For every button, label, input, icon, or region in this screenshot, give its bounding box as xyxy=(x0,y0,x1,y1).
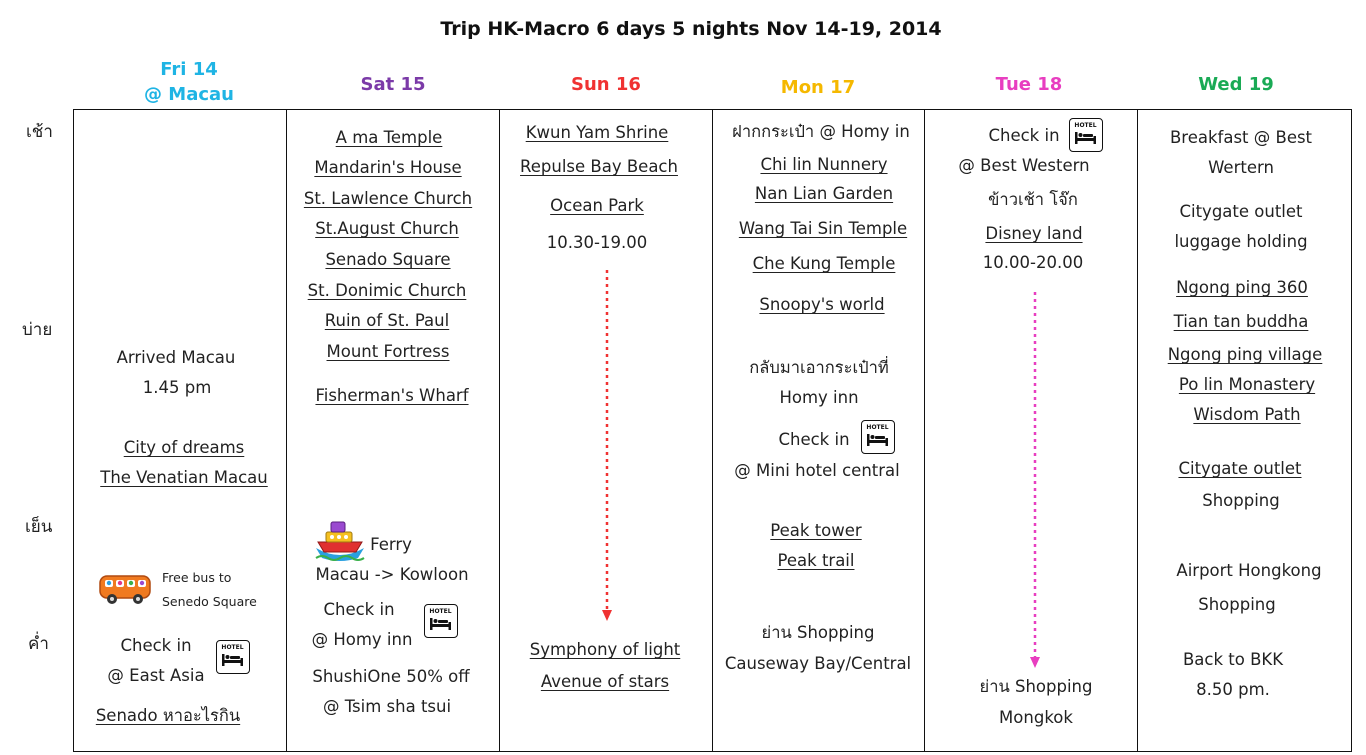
wed-citygate-2[interactable]: Citygate outlet xyxy=(1178,459,1302,478)
sat-place[interactable]: St. Lawlence Church xyxy=(303,189,473,208)
time-afternoon: บ่าย xyxy=(22,320,53,340)
wed-shopping-2: Shopping xyxy=(1198,595,1276,614)
day-label-mon: Mon 17 xyxy=(780,77,856,98)
svg-text:HOTEL: HOTEL xyxy=(429,608,452,615)
sun-ocean-park[interactable]: Ocean Park xyxy=(550,196,644,215)
tue-disney[interactable]: Disney land xyxy=(985,224,1083,243)
time-night: ค่ำ xyxy=(28,634,49,654)
wed-breakfast-line2: Wertern xyxy=(1208,158,1274,177)
sun-avenue[interactable]: Avenue of stars xyxy=(540,672,670,691)
sat-ferry: Ferry xyxy=(370,535,412,554)
mon-shopping-area: Causeway Bay/Central xyxy=(724,654,912,673)
fri-bus-line1: Free bus to xyxy=(162,570,232,585)
sat-place[interactable]: Mandarin's House xyxy=(314,158,462,177)
mon-luggage: ฝากกระเป๋า @ Homy in xyxy=(732,122,910,141)
wed-back-to-bkk: Back to BKK xyxy=(1182,650,1284,669)
mon-checkin-hotel: @ Mini hotel central xyxy=(734,461,900,480)
sat-checkin-hotel: @ Homy inn xyxy=(311,630,413,649)
sun-repulse-bay[interactable]: Repulse Bay Beach xyxy=(520,157,678,176)
fri-arrived-time: 1.45 pm xyxy=(142,378,212,397)
wed-wisdom-path[interactable]: Wisdom Path xyxy=(1193,405,1301,424)
wed-breakfast-line1: Breakfast @ Best xyxy=(1169,128,1313,147)
column-divider xyxy=(286,110,287,751)
svg-text:HOTEL: HOTEL xyxy=(1074,122,1097,129)
day-label-sat: Sat 15 xyxy=(360,74,426,95)
day-label-wed: Wed 19 xyxy=(1198,74,1274,95)
bus-icon xyxy=(98,570,154,606)
mon-wang-tai-sin[interactable]: Wang Tai Sin Temple xyxy=(738,219,908,238)
wed-back-time: 8.50 pm. xyxy=(1196,680,1270,699)
day-sublabel-fri: @ Macau xyxy=(144,84,234,105)
column-divider xyxy=(924,110,925,751)
tue-checkin: Check in xyxy=(988,126,1060,145)
day-label-sun: Sun 16 xyxy=(571,74,641,95)
column-divider xyxy=(1137,110,1138,751)
fri-city-of-dreams[interactable]: City of dreams xyxy=(123,438,245,457)
sat-place[interactable]: Ruin of St. Paul xyxy=(324,311,450,330)
wed-airport: Airport Hongkong xyxy=(1176,561,1322,580)
sat-sushi-place: @ Tsim sha tsui xyxy=(322,697,452,716)
svg-text:HOTEL: HOTEL xyxy=(866,424,889,431)
time-morning: เช้า xyxy=(26,122,53,142)
day-label-tue: Tue 18 xyxy=(995,74,1063,95)
mon-peak-trail[interactable]: Peak trail xyxy=(777,551,855,570)
ferry-icon xyxy=(314,518,366,562)
mon-shopping: ย่าน Shopping xyxy=(761,623,875,642)
tue-shopping: ย่าน Shopping xyxy=(979,677,1093,696)
wed-tian-tan[interactable]: Tian tan buddha xyxy=(1173,312,1309,331)
fri-senado[interactable]: Senado หาอะไรกิน xyxy=(95,706,241,725)
hotel-icon xyxy=(216,640,250,674)
fri-checkin: Check in xyxy=(120,636,192,655)
mon-che-kung[interactable]: Che Kung Temple xyxy=(752,254,896,273)
svg-text:HOTEL: HOTEL xyxy=(221,644,244,651)
hotel-icon xyxy=(861,420,895,454)
sat-checkin: Check in xyxy=(323,600,395,619)
schedule-grid xyxy=(73,109,1352,752)
mon-chi-lin[interactable]: Chi lin Nunnery xyxy=(760,155,888,174)
tue-checkin-hotel: @ Best Western xyxy=(958,156,1090,175)
tue-shopping-area: Mongkok xyxy=(999,708,1073,727)
fri-venetian[interactable]: The Venatian Macau xyxy=(100,468,268,487)
tue-breakfast: ข้าวเช้า โจ๊ก xyxy=(988,190,1078,209)
tue-disney-hours: 10.00-20.00 xyxy=(982,253,1084,272)
wed-ngong-ping-village[interactable]: Ngong ping village xyxy=(1167,345,1323,364)
trip-title: Trip HK-Macro 6 days 5 nights Nov 14-19, 2014 xyxy=(440,18,942,40)
sat-fishermans-wharf[interactable]: Fisherman's Wharf xyxy=(315,386,469,405)
fri-arrived: Arrived Macau xyxy=(116,348,236,367)
wed-citygate-1: Citygate outlet xyxy=(1179,202,1303,221)
sat-place[interactable]: Mount Fortress xyxy=(326,342,450,361)
fri-checkin-hotel: @ East Asia xyxy=(107,666,205,685)
fri-bus-line2: Senedo Square xyxy=(162,594,257,609)
mon-checkin: Check in xyxy=(778,430,850,449)
column-divider xyxy=(712,110,713,751)
hotel-icon xyxy=(1069,118,1103,152)
sat-place[interactable]: A ma Temple xyxy=(335,128,443,147)
mon-return-bag: กลับมาเอากระเป๋าที่ xyxy=(749,358,889,377)
mon-nan-lian[interactable]: Nan Lian Garden xyxy=(754,184,894,203)
mon-snoopy[interactable]: Snoopy's world xyxy=(759,295,885,314)
sun-kwun-yam[interactable]: Kwun Yam Shrine xyxy=(525,123,669,142)
day-label-fri: Fri 14 xyxy=(160,59,218,80)
sat-ferry-route: Macau -> Kowloon xyxy=(315,565,469,584)
wed-po-lin[interactable]: Po lin Monastery xyxy=(1178,375,1316,394)
wed-luggage-holding: luggage holding xyxy=(1174,232,1308,251)
sat-place[interactable]: St.August Church xyxy=(315,219,459,238)
wed-shopping-1: Shopping xyxy=(1202,491,1280,510)
hotel-icon xyxy=(424,604,458,638)
time-evening: เย็น xyxy=(25,517,53,537)
wed-ngong-ping-360[interactable]: Ngong ping 360 xyxy=(1176,278,1308,297)
sat-place[interactable]: Senado Square xyxy=(325,250,451,269)
mon-homy-inn: Homy inn xyxy=(779,388,859,407)
sat-place[interactable]: St. Donimic Church xyxy=(307,281,467,300)
column-divider xyxy=(499,110,500,751)
sun-symphony[interactable]: Symphony of light xyxy=(529,640,681,659)
mon-peak-tower[interactable]: Peak tower xyxy=(770,521,862,540)
day-header-fri xyxy=(129,59,249,105)
sat-sushi: ShushiOne 50% off xyxy=(312,667,470,686)
sun-ocean-hours: 10.30-19.00 xyxy=(546,233,648,252)
